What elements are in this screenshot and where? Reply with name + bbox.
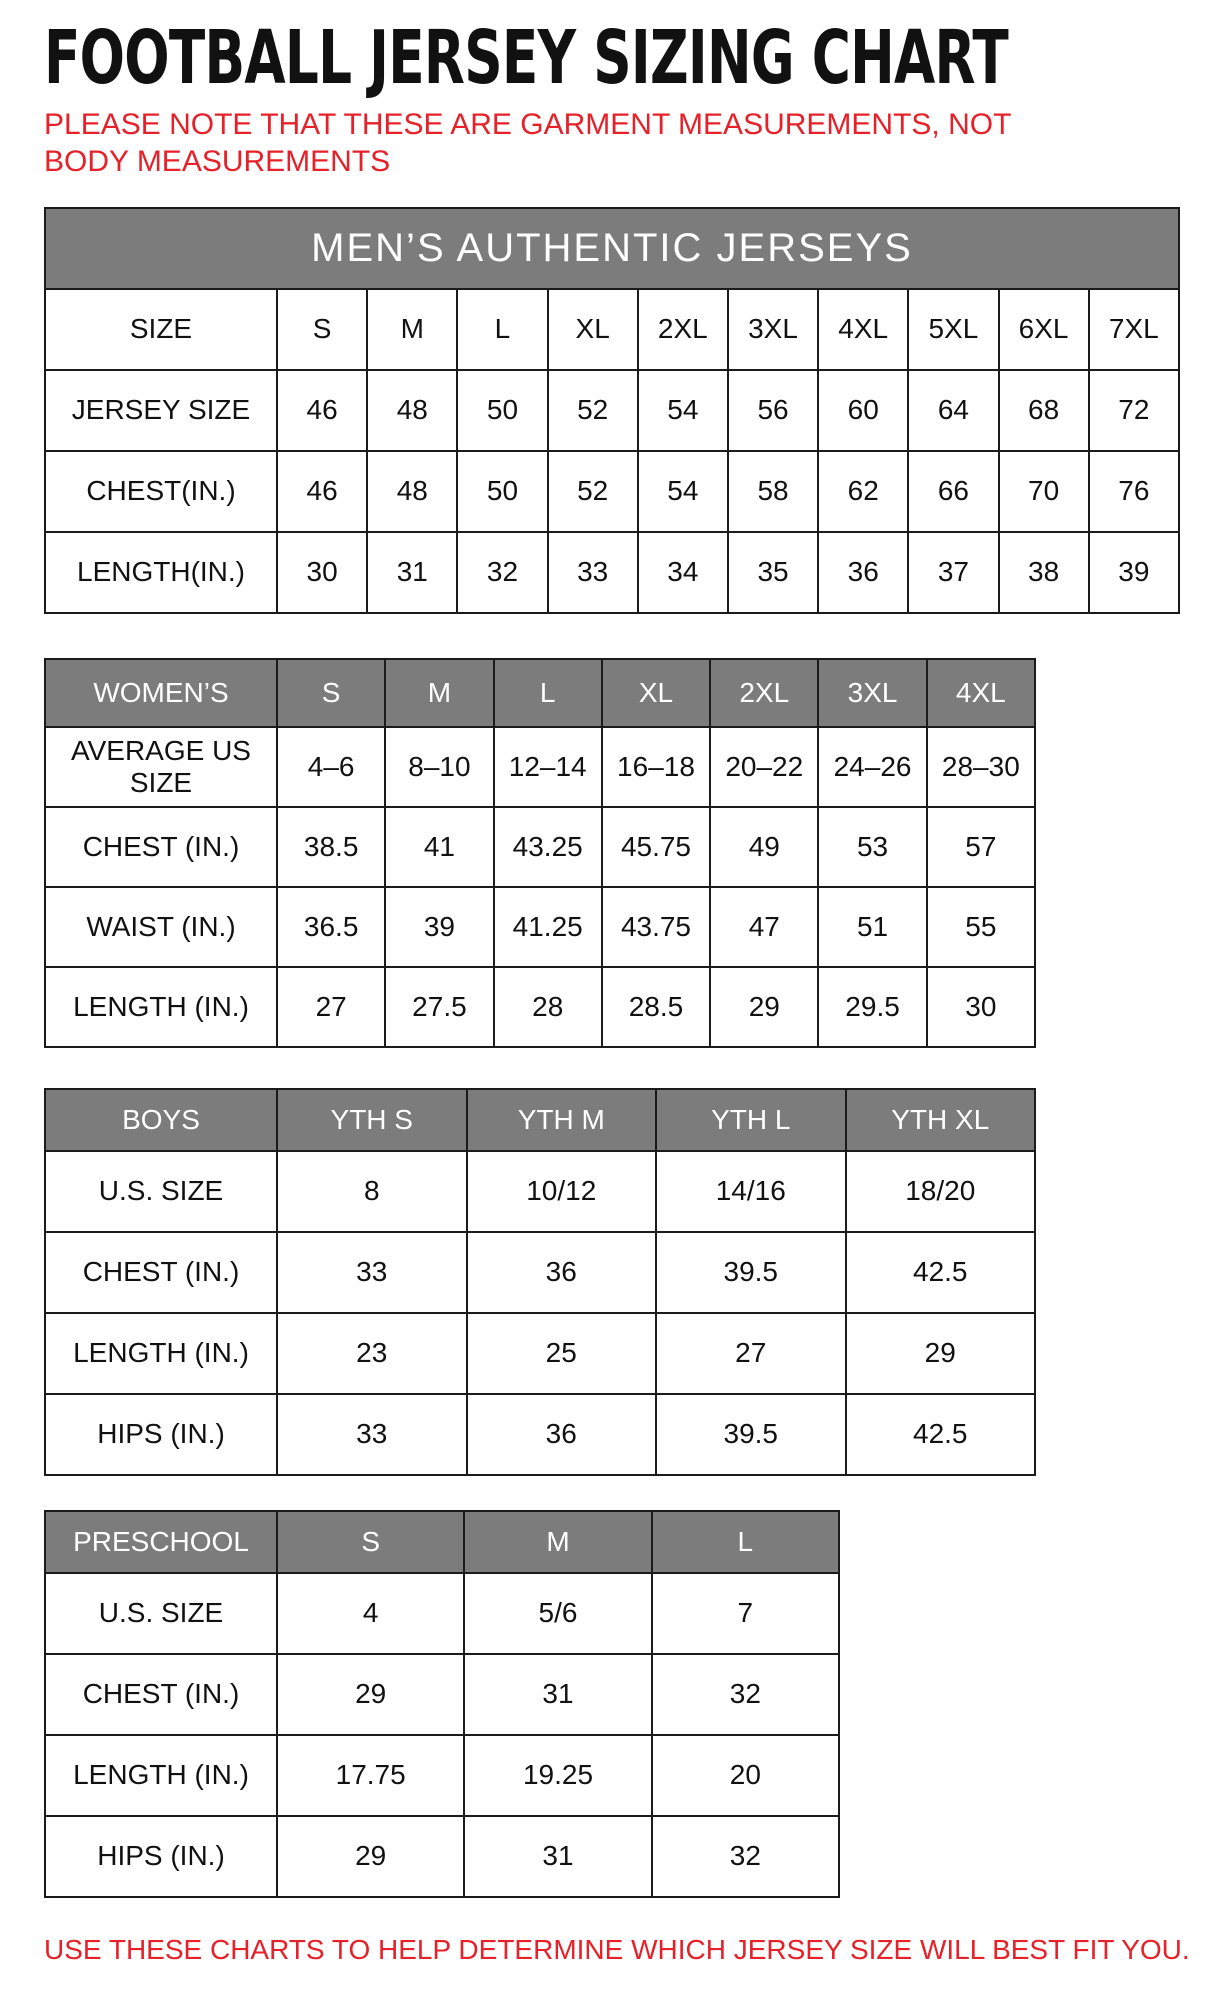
value-cell: 72 (1089, 370, 1179, 451)
value-cell: 47 (710, 887, 818, 967)
table-row (45, 727, 1035, 807)
column-header: S (277, 1511, 464, 1573)
value-cell: 48 (367, 370, 457, 451)
value-cell: S (277, 289, 367, 370)
value-cell: 20–22 (710, 727, 818, 807)
value-cell: 56 (728, 370, 818, 451)
table-row (45, 1573, 839, 1654)
table-row (45, 967, 1035, 1047)
boys-table-header-row (45, 1089, 1035, 1151)
boys-sizing-table (44, 1088, 1036, 1476)
table-row (45, 1654, 839, 1735)
value-cell: 42.5 (846, 1394, 1036, 1475)
value-cell: 51 (818, 887, 926, 967)
table-corner-header: WOMEN’S (45, 659, 277, 727)
value-cell: 27.5 (385, 967, 493, 1047)
value-cell: 46 (277, 451, 367, 532)
row-label: LENGTH (IN.) (45, 967, 277, 1047)
value-cell: 39 (1089, 532, 1179, 613)
value-cell: 30 (927, 967, 1035, 1047)
value-cell: 32 (652, 1816, 839, 1897)
value-cell: 38 (999, 532, 1089, 613)
value-cell: 54 (638, 451, 728, 532)
value-cell: 5XL (908, 289, 998, 370)
value-cell: 66 (908, 451, 998, 532)
value-cell: 23 (277, 1313, 467, 1394)
column-header: YTH L (656, 1089, 846, 1151)
table-row (45, 1313, 1035, 1394)
row-label: SIZE (45, 289, 277, 370)
column-header: S (277, 659, 385, 727)
row-label: LENGTH (IN.) (45, 1313, 277, 1394)
row-label: CHEST (IN.) (45, 1654, 277, 1735)
column-header: 2XL (710, 659, 818, 727)
value-cell: 32 (652, 1654, 839, 1735)
value-cell: 35 (728, 532, 818, 613)
row-label: U.S. SIZE (45, 1151, 277, 1232)
table-row (45, 370, 1179, 451)
value-cell: 29 (846, 1313, 1036, 1394)
column-header: YTH XL (846, 1089, 1036, 1151)
value-cell: 3XL (728, 289, 818, 370)
womens-sizing-table (44, 658, 1036, 1048)
value-cell: 29 (277, 1654, 464, 1735)
value-cell: 8 (277, 1151, 467, 1232)
preschool-sizing-table (44, 1510, 840, 1898)
mens-authentic-jerseys-table (44, 207, 1180, 614)
value-cell: 49 (710, 807, 818, 887)
value-cell: 33 (548, 532, 638, 613)
value-cell: 43.75 (602, 887, 710, 967)
row-label: AVERAGE US SIZE (45, 727, 277, 807)
column-header: M (464, 1511, 651, 1573)
table-row (45, 1151, 1035, 1232)
value-cell: 27 (277, 967, 385, 1047)
table-row (45, 887, 1035, 967)
page-title: FOOTBALL JERSEY SIZING CHART (44, 15, 1009, 101)
value-cell: 36.5 (277, 887, 385, 967)
mens-table-banner-row (45, 208, 1179, 289)
value-cell: 70 (999, 451, 1089, 532)
value-cell: 28.5 (602, 967, 710, 1047)
value-cell: 29 (277, 1816, 464, 1897)
preschool-table-header-row (45, 1511, 839, 1573)
value-cell: 12–14 (494, 727, 602, 807)
value-cell: 7 (652, 1573, 839, 1654)
value-cell: XL (548, 289, 638, 370)
value-cell: 8–10 (385, 727, 493, 807)
value-cell: M (367, 289, 457, 370)
value-cell: 4 (277, 1573, 464, 1654)
value-cell: 43.25 (494, 807, 602, 887)
row-label: HIPS (IN.) (45, 1816, 277, 1897)
value-cell: 64 (908, 370, 998, 451)
value-cell: 24–26 (818, 727, 926, 807)
value-cell: 33 (277, 1394, 467, 1475)
value-cell: 4–6 (277, 727, 385, 807)
value-cell: 19.25 (464, 1735, 651, 1816)
value-cell: 4XL (818, 289, 908, 370)
value-cell: 41 (385, 807, 493, 887)
value-cell: 32 (457, 532, 547, 613)
column-header: 3XL (818, 659, 926, 727)
value-cell: 18/20 (846, 1151, 1036, 1232)
value-cell: 53 (818, 807, 926, 887)
table-row (45, 1232, 1035, 1313)
column-header: M (385, 659, 493, 727)
table-row (45, 807, 1035, 887)
table-row (45, 289, 1179, 370)
table-row (45, 451, 1179, 532)
value-cell: 52 (548, 370, 638, 451)
value-cell: 31 (464, 1816, 651, 1897)
row-label: HIPS (IN.) (45, 1394, 277, 1475)
value-cell: 54 (638, 370, 728, 451)
column-header: YTH S (277, 1089, 467, 1151)
row-label: CHEST (IN.) (45, 807, 277, 887)
value-cell: 28–30 (927, 727, 1035, 807)
value-cell: 46 (277, 370, 367, 451)
value-cell: 25 (467, 1313, 657, 1394)
value-cell: 7XL (1089, 289, 1179, 370)
value-cell: 2XL (638, 289, 728, 370)
row-label: CHEST (IN.) (45, 1232, 277, 1313)
value-cell: 55 (927, 887, 1035, 967)
row-label: JERSEY SIZE (45, 370, 277, 451)
table-corner-header: BOYS (45, 1089, 277, 1151)
value-cell: 33 (277, 1232, 467, 1313)
value-cell: 39.5 (656, 1394, 846, 1475)
value-cell: 42.5 (846, 1232, 1036, 1313)
value-cell: 30 (277, 532, 367, 613)
table-corner-header: PRESCHOOL (45, 1511, 277, 1573)
garment-measurements-note: PLEASE NOTE THAT THESE ARE GARMENT MEASUREMENTS, NOT BODY MEASUREMENTS (44, 107, 1011, 179)
value-cell: 31 (367, 532, 457, 613)
value-cell: 57 (927, 807, 1035, 887)
value-cell: 68 (999, 370, 1089, 451)
mens-table-title: MEN’S AUTHENTIC JERSEYS (45, 208, 1179, 289)
value-cell: 45.75 (602, 807, 710, 887)
womens-table-header-row (45, 659, 1035, 727)
column-header: L (652, 1511, 839, 1573)
value-cell: L (457, 289, 547, 370)
value-cell: 50 (457, 451, 547, 532)
table-row (45, 1735, 839, 1816)
value-cell: 36 (818, 532, 908, 613)
value-cell: 29 (710, 967, 818, 1047)
value-cell: 6XL (999, 289, 1089, 370)
value-cell: 5/6 (464, 1573, 651, 1654)
value-cell: 34 (638, 532, 728, 613)
value-cell: 17.75 (277, 1735, 464, 1816)
value-cell: 39.5 (656, 1232, 846, 1313)
value-cell: 20 (652, 1735, 839, 1816)
table-row (45, 532, 1179, 613)
value-cell: 58 (728, 451, 818, 532)
footer-help-text: USE THESE CHARTS TO HELP DETERMINE WHICH JERSEY SIZE WILL BEST FIT YOU. (44, 1933, 1190, 1965)
value-cell: 39 (385, 887, 493, 967)
value-cell: 29.5 (818, 967, 926, 1047)
column-header: L (494, 659, 602, 727)
column-header: XL (602, 659, 710, 727)
table-row (45, 1816, 839, 1897)
table-row (45, 1394, 1035, 1475)
value-cell: 38.5 (277, 807, 385, 887)
value-cell: 14/16 (656, 1151, 846, 1232)
value-cell: 37 (908, 532, 998, 613)
value-cell: 62 (818, 451, 908, 532)
value-cell: 10/12 (467, 1151, 657, 1232)
row-label: WAIST (IN.) (45, 887, 277, 967)
value-cell: 16–18 (602, 727, 710, 807)
value-cell: 31 (464, 1654, 651, 1735)
value-cell: 60 (818, 370, 908, 451)
value-cell: 27 (656, 1313, 846, 1394)
value-cell: 36 (467, 1232, 657, 1313)
value-cell: 41.25 (494, 887, 602, 967)
row-label: LENGTH (IN.) (45, 1735, 277, 1816)
row-label: U.S. SIZE (45, 1573, 277, 1654)
column-header: YTH M (467, 1089, 657, 1151)
value-cell: 28 (494, 967, 602, 1047)
value-cell: 52 (548, 451, 638, 532)
column-header: 4XL (927, 659, 1035, 727)
row-label: LENGTH(IN.) (45, 532, 277, 613)
value-cell: 48 (367, 451, 457, 532)
value-cell: 50 (457, 370, 547, 451)
value-cell: 76 (1089, 451, 1179, 532)
value-cell: 36 (467, 1394, 657, 1475)
row-label: CHEST(IN.) (45, 451, 277, 532)
